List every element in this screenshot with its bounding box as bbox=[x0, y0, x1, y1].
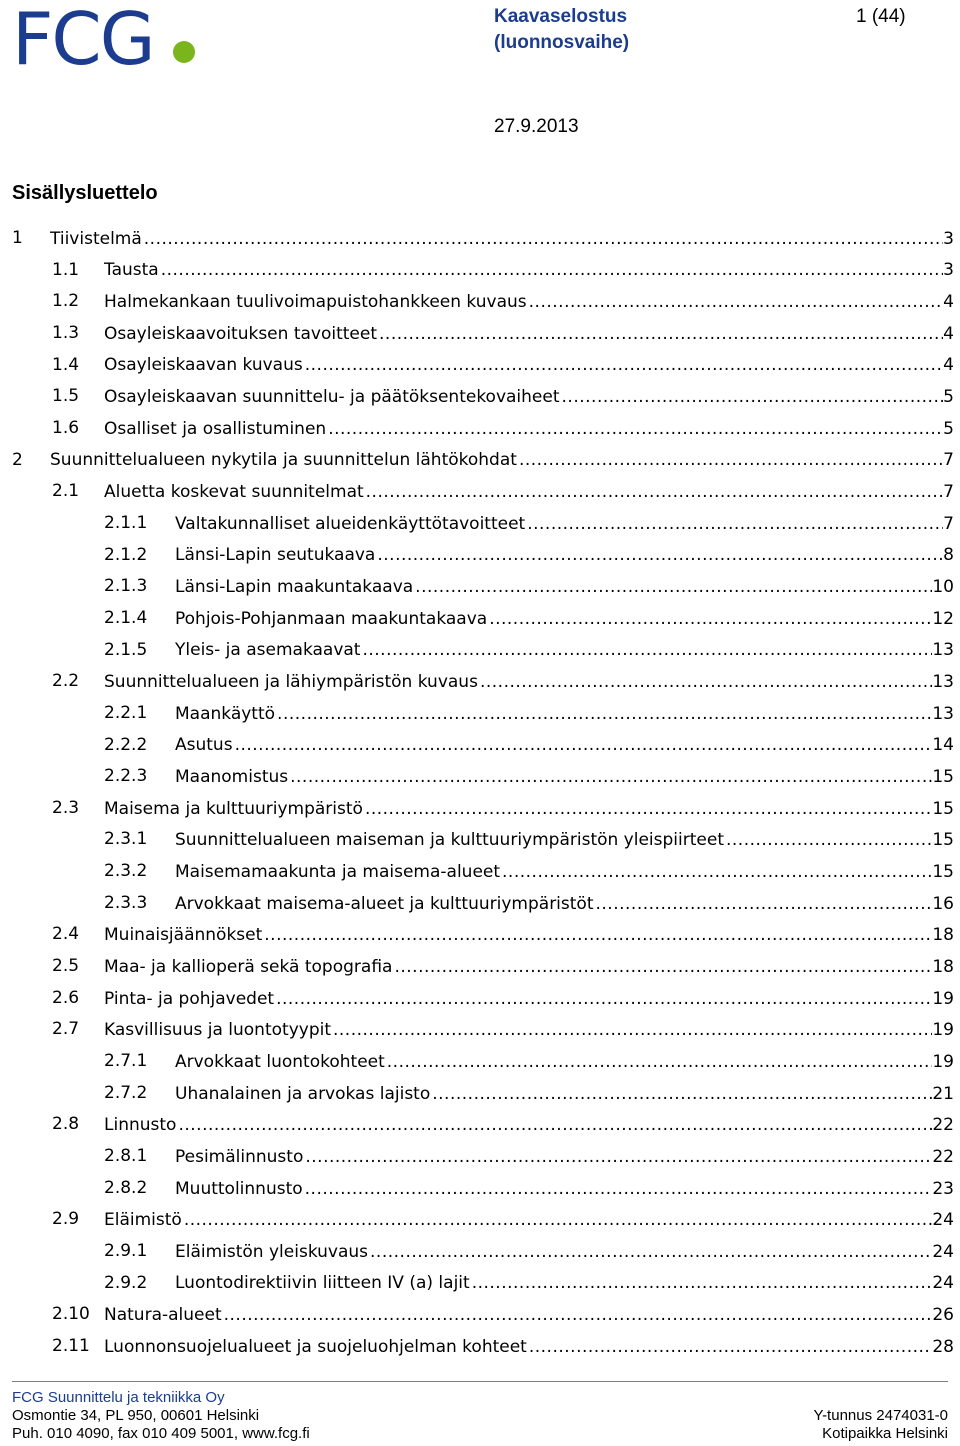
toc-dot-leader bbox=[478, 672, 932, 692]
footer-business-id: Y-tunnus 2474031-0 bbox=[813, 1407, 948, 1424]
toc-dot-leader bbox=[363, 799, 932, 819]
toc-entry-title: Eläimistön yleiskuvaus bbox=[175, 1241, 369, 1262]
toc-entry-number: 2.3.3 bbox=[104, 892, 148, 913]
toc-entry-title: Muuttolinnusto bbox=[175, 1178, 303, 1199]
toc-dot-leader bbox=[303, 355, 943, 375]
toc-entry-title: Tausta bbox=[104, 260, 159, 281]
toc-entry-title: Suunnittelualueen maiseman ja kulttuuriympäristön yleispiirteet bbox=[175, 830, 724, 851]
toc-entry[interactable] bbox=[12, 350, 954, 382]
page-number: 1 (44) bbox=[856, 6, 906, 27]
toc-entry[interactable] bbox=[12, 1299, 954, 1331]
toc-dot-leader bbox=[360, 640, 932, 660]
toc-entry-number: 2.1.4 bbox=[104, 607, 148, 628]
toc-entry[interactable] bbox=[12, 983, 954, 1015]
toc-dot-leader bbox=[303, 1147, 932, 1167]
toc-dot-leader bbox=[525, 514, 943, 534]
fcg-logo bbox=[12, 6, 202, 68]
toc-entry-page: 10 bbox=[932, 577, 954, 598]
toc-entry-title: Suunnittelualueen nykytila ja suunnittelun lähtökohdat bbox=[50, 450, 517, 471]
toc-entry-title: Aluetta koskevat suunnitelmat bbox=[104, 482, 364, 503]
toc-entry-number: 2.8.2 bbox=[104, 1177, 148, 1198]
toc-entry-page: 7 bbox=[943, 513, 954, 534]
toc-entry-page: 22 bbox=[932, 1115, 954, 1136]
toc-entry-title: Luonnonsuojelualueet ja suojeluohjelman kohteet bbox=[104, 1336, 527, 1357]
toc-dot-leader bbox=[368, 1242, 932, 1262]
toc-dot-leader bbox=[275, 704, 932, 724]
toc-entry-number: 2.11 bbox=[52, 1335, 90, 1356]
document-title bbox=[494, 4, 629, 56]
toc-dot-leader bbox=[375, 545, 943, 565]
toc-entry[interactable] bbox=[12, 951, 954, 983]
toc-entry-number: 2.8 bbox=[52, 1114, 80, 1135]
toc-entry-page: 13 bbox=[932, 640, 954, 661]
toc-entry-page: 14 bbox=[932, 735, 954, 756]
toc-entry-page: 3 bbox=[943, 260, 954, 281]
toc-entry-page: 15 bbox=[932, 766, 954, 787]
toc-entry-page: 26 bbox=[932, 1305, 954, 1326]
toc-entry-title: Pinta- ja pohjavedet bbox=[104, 988, 275, 1009]
toc-entry-title: Natura-alueet bbox=[104, 1305, 222, 1326]
footer-divider bbox=[12, 1381, 948, 1382]
toc-dot-leader bbox=[500, 862, 932, 882]
toc-dot-leader bbox=[517, 450, 943, 470]
toc-entry[interactable] bbox=[12, 286, 954, 318]
toc-entry-title: Uhanalainen ja arvokas lajisto bbox=[175, 1083, 431, 1104]
toc-entry-number: 2.1.1 bbox=[104, 512, 148, 533]
toc-entry[interactable] bbox=[12, 1078, 954, 1110]
toc-dot-leader bbox=[288, 767, 932, 787]
toc-entry[interactable] bbox=[12, 223, 954, 255]
toc-dot-leader bbox=[594, 894, 933, 914]
toc-dot-leader bbox=[364, 482, 944, 502]
toc-entry-page: 24 bbox=[932, 1210, 954, 1231]
footer-contact: Puh. 010 4090, fax 010 409 5001, www.fcg.fi bbox=[12, 1425, 310, 1442]
toc-dot-leader bbox=[222, 1305, 933, 1325]
toc-entry[interactable] bbox=[12, 381, 954, 413]
toc-entry-title: Maankäyttö bbox=[175, 703, 276, 724]
toc-entry-title: Maanomistus bbox=[175, 766, 289, 787]
toc-entry-number: 2.1 bbox=[52, 481, 80, 502]
toc-entry[interactable] bbox=[12, 761, 954, 793]
toc-dot-leader bbox=[331, 1020, 932, 1040]
toc-entry-page: 15 bbox=[932, 861, 954, 882]
toc-entry-title: Asutus bbox=[175, 735, 233, 756]
toc-entry-title: Pesimälinnusto bbox=[175, 1146, 304, 1167]
toc-entry[interactable] bbox=[12, 1173, 954, 1205]
toc-entry[interactable] bbox=[12, 888, 954, 920]
toc-dot-leader bbox=[176, 1115, 932, 1135]
toc-entry-page: 3 bbox=[943, 228, 954, 249]
toc-heading: Sisällysluettelo bbox=[12, 182, 158, 204]
toc-entry[interactable] bbox=[12, 318, 954, 350]
toc-entry-number: 2.8.1 bbox=[104, 1146, 148, 1167]
toc-entry-title: Maisemamaakunta ja maisema-alueet bbox=[175, 861, 501, 882]
toc-entry-page: 18 bbox=[932, 925, 954, 946]
toc-entry-title: Osayleiskaavan kuvaus bbox=[104, 355, 303, 376]
toc-entry-number: 2.3.2 bbox=[104, 861, 148, 882]
toc-entry[interactable] bbox=[12, 255, 954, 287]
toc-dot-leader bbox=[262, 925, 932, 945]
logo-dot bbox=[173, 41, 195, 63]
toc-entry-number: 2.3 bbox=[52, 797, 80, 818]
toc-dot-leader bbox=[470, 1273, 933, 1293]
toc-entry-page: 5 bbox=[943, 387, 954, 408]
document-date: 27.9.2013 bbox=[494, 116, 579, 137]
document-title-line2: (luonnosvaihe) bbox=[494, 32, 630, 53]
toc-entry[interactable] bbox=[12, 666, 954, 698]
toc-entry-page: 13 bbox=[932, 672, 954, 693]
toc-entry-number: 1 bbox=[12, 228, 23, 248]
toc-entry-number: 2.2 bbox=[52, 671, 80, 692]
toc-entry[interactable] bbox=[12, 476, 954, 508]
toc-entry-number: 2.3.1 bbox=[104, 829, 148, 850]
toc-entry-title: Osalliset ja osallistuminen bbox=[104, 418, 327, 439]
toc-entry[interactable] bbox=[12, 540, 954, 572]
toc-entry[interactable] bbox=[12, 730, 954, 762]
toc-dot-leader bbox=[724, 830, 932, 850]
toc-entry-number: 1.4 bbox=[52, 354, 80, 375]
toc-entry-title: Arvokkaat maisema-alueet ja kulttuuriympäristöt bbox=[175, 893, 594, 914]
toc-entry-page: 16 bbox=[932, 893, 954, 914]
toc-entry-number: 2.9.2 bbox=[104, 1272, 148, 1293]
toc-entry-title: Arvokkaat luontokohteet bbox=[175, 1051, 385, 1072]
toc-entry-page: 23 bbox=[932, 1178, 954, 1199]
toc-entry-number: 1.2 bbox=[52, 291, 80, 312]
toc-entry-page: 4 bbox=[943, 323, 954, 344]
toc-entry-title: Länsi-Lapin seutukaava bbox=[175, 545, 376, 566]
toc-entry-title: Maisema ja kulttuuriympäristö bbox=[104, 798, 363, 819]
toc-dot-leader bbox=[527, 292, 944, 312]
toc-dot-leader bbox=[560, 387, 944, 407]
toc-entry-number: 2.7 bbox=[52, 1019, 80, 1040]
toc-entry-number: 2.5 bbox=[52, 956, 80, 977]
toc-entry-page: 15 bbox=[932, 830, 954, 851]
toc-entry[interactable] bbox=[12, 793, 954, 825]
toc-entry-page: 4 bbox=[943, 292, 954, 313]
footer-company: FCG Suunnittelu ja tekniikka Oy bbox=[12, 1389, 225, 1406]
toc-entry-number: 2.4 bbox=[52, 924, 80, 945]
toc-dot-leader bbox=[377, 324, 943, 344]
toc-entry[interactable] bbox=[12, 413, 954, 445]
document-title-line1: Kaavaselostus bbox=[494, 6, 628, 27]
toc-entry-page: 24 bbox=[932, 1241, 954, 1262]
toc-entry-page: 19 bbox=[932, 1020, 954, 1041]
toc-entry[interactable] bbox=[12, 824, 954, 856]
toc-entry-number: 2.2.3 bbox=[104, 766, 148, 787]
toc-entry-title: Yleis- ja asemakaavat bbox=[175, 640, 361, 661]
toc-entry[interactable] bbox=[12, 1204, 954, 1236]
toc-entry-number: 2.1.2 bbox=[104, 544, 148, 565]
toc-entry-page: 12 bbox=[932, 608, 954, 629]
toc-entry-page: 7 bbox=[943, 450, 954, 471]
toc-entry-title: Halmekankaan tuulivoimapuistohankkeen kuvaus bbox=[104, 292, 527, 313]
toc-entry-title: Tiivistelmä bbox=[50, 228, 142, 249]
toc-dot-leader bbox=[392, 957, 932, 977]
toc-entry-number: 2 bbox=[12, 449, 23, 470]
toc-entry-number: 1.5 bbox=[52, 386, 80, 407]
toc-entry-page: 24 bbox=[932, 1273, 954, 1294]
toc-entry-page: 4 bbox=[943, 355, 954, 376]
toc-entry-number: 2.7.1 bbox=[104, 1051, 148, 1072]
toc-entry[interactable] bbox=[12, 635, 954, 667]
toc-dot-leader bbox=[326, 419, 943, 439]
toc-entry[interactable] bbox=[12, 1141, 954, 1173]
toc-entry-number: 2.2.2 bbox=[104, 734, 148, 755]
table-of-contents bbox=[12, 223, 954, 1363]
toc-entry-page: 19 bbox=[932, 988, 954, 1009]
toc-entry[interactable] bbox=[12, 1109, 954, 1141]
toc-entry[interactable] bbox=[12, 919, 954, 951]
toc-dot-leader bbox=[385, 1052, 933, 1072]
toc-entry-title: Osayleiskaavan suunnittelu- ja päätöksentekovaiheet bbox=[104, 387, 560, 408]
toc-entry[interactable] bbox=[12, 508, 954, 540]
toc-entry[interactable] bbox=[12, 856, 954, 888]
toc-entry-title: Länsi-Lapin maakuntakaava bbox=[175, 577, 414, 598]
toc-entry-number: 2.10 bbox=[52, 1304, 90, 1325]
toc-entry-title: Pohjois-Pohjanmaan maakuntakaava bbox=[175, 608, 488, 629]
toc-entry-number: 2.7.2 bbox=[104, 1082, 148, 1103]
toc-entry-page: 15 bbox=[932, 798, 954, 819]
toc-entry-page: 5 bbox=[943, 418, 954, 439]
toc-entry-title: Eläimistö bbox=[104, 1210, 182, 1231]
toc-entry-number: 2.1.5 bbox=[104, 639, 148, 660]
toc-dot-leader bbox=[142, 229, 943, 249]
toc-entry[interactable] bbox=[12, 571, 954, 603]
toc-entry-page: 21 bbox=[932, 1083, 954, 1104]
toc-dot-leader bbox=[274, 989, 932, 1009]
toc-dot-leader bbox=[527, 1337, 933, 1357]
toc-entry-page: 18 bbox=[932, 956, 954, 977]
toc-entry-number: 2.9 bbox=[52, 1209, 80, 1230]
toc-entry-number: 2.2.1 bbox=[104, 702, 148, 723]
footer-domicile: Kotipaikka Helsinki bbox=[822, 1425, 948, 1442]
toc-entry-number: 2.1.3 bbox=[104, 576, 148, 597]
toc-dot-leader bbox=[233, 735, 933, 755]
toc-entry[interactable] bbox=[12, 1014, 954, 1046]
toc-entry[interactable] bbox=[12, 698, 954, 730]
toc-dot-leader bbox=[487, 609, 932, 629]
toc-entry-page: 19 bbox=[932, 1051, 954, 1072]
logo-text: FCG bbox=[12, 6, 154, 68]
toc-entry-page: 22 bbox=[932, 1146, 954, 1167]
toc-entry[interactable] bbox=[12, 445, 954, 477]
toc-entry-title: Luontodirektiivin liitteen IV (a) lajit bbox=[175, 1273, 470, 1294]
toc-entry-title: Suunnittelualueen ja lähiympäristön kuvaus bbox=[104, 672, 478, 693]
toc-entry[interactable] bbox=[12, 603, 954, 635]
toc-entry-page: 7 bbox=[943, 482, 954, 503]
toc-entry-number: 1.3 bbox=[52, 322, 80, 343]
toc-entry-number: 1.6 bbox=[52, 417, 80, 438]
toc-dot-leader bbox=[182, 1210, 933, 1230]
toc-entry-page: 13 bbox=[932, 703, 954, 724]
toc-entry-page: 8 bbox=[943, 545, 954, 566]
toc-entry-title: Kasvillisuus ja luontotyypit bbox=[104, 1020, 331, 1041]
toc-entry-title: Linnusto bbox=[104, 1115, 177, 1136]
toc-entry-title: Muinaisjäännökset bbox=[104, 925, 263, 946]
toc-entry[interactable] bbox=[12, 1046, 954, 1078]
toc-entry-page: 28 bbox=[932, 1336, 954, 1357]
toc-dot-leader bbox=[413, 577, 932, 597]
toc-dot-leader bbox=[303, 1179, 933, 1199]
toc-entry[interactable] bbox=[12, 1268, 954, 1300]
toc-entry-number: 1.1 bbox=[52, 259, 80, 280]
toc-entry-title: Valtakunnalliset alueidenkäyttötavoitteet bbox=[175, 513, 526, 534]
toc-entry[interactable] bbox=[12, 1236, 954, 1268]
toc-entry-number: 2.6 bbox=[52, 987, 80, 1008]
toc-entry-title: Osayleiskaavoituksen tavoitteet bbox=[104, 323, 378, 344]
footer-address: Osmontie 34, PL 950, 00601 Helsinki bbox=[12, 1407, 260, 1424]
toc-entry[interactable] bbox=[12, 1331, 954, 1363]
toc-entry-title: Maa- ja kallioperä sekä topografia bbox=[104, 956, 393, 977]
toc-entry-number: 2.9.1 bbox=[104, 1241, 148, 1261]
toc-dot-leader bbox=[159, 260, 943, 280]
toc-dot-leader bbox=[430, 1084, 932, 1104]
